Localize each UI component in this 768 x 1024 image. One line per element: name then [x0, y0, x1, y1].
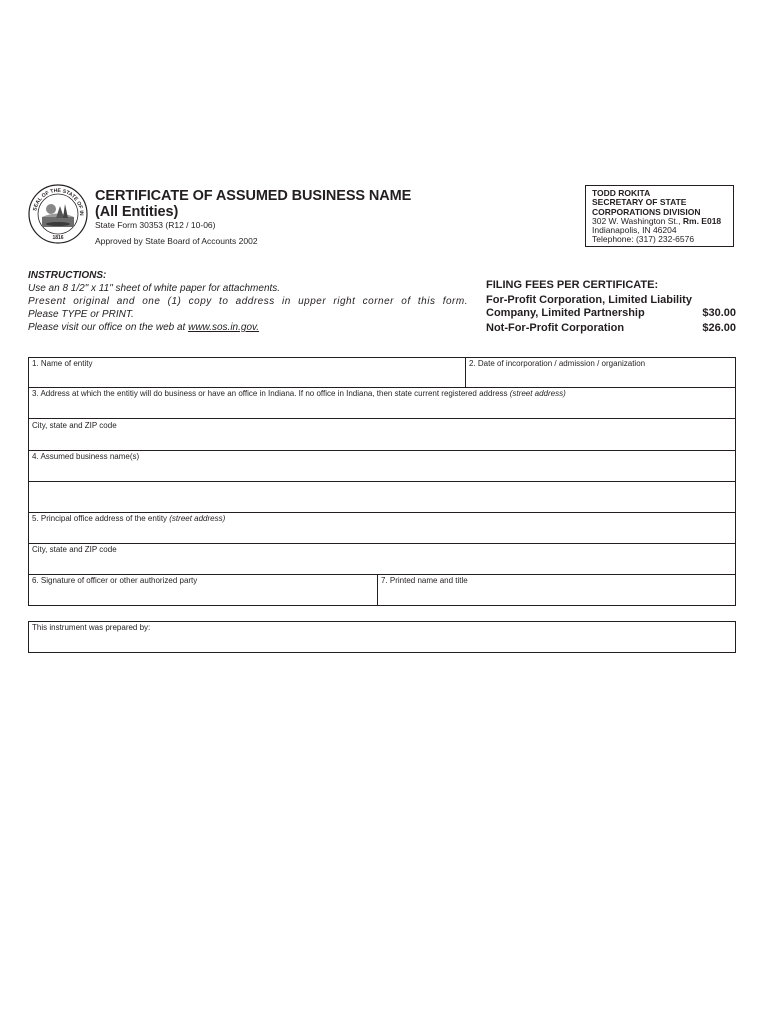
street-address: 302 W. Washington St.,	[592, 215, 681, 226]
form-number: State Form 30353 (R12 / 10-06)	[95, 220, 216, 230]
principal-city-label: City, state and ZIP code	[32, 545, 117, 554]
svg-text:1816: 1816	[52, 235, 64, 241]
room-number: Rm. E018	[682, 215, 722, 226]
incorporation-date-field[interactable]	[465, 357, 736, 388]
prepared-by-field[interactable]	[28, 621, 736, 653]
instructions	[28, 269, 468, 334]
fee-label-for-profit-2: Company, Limited Partnership	[486, 307, 645, 319]
title-line-1: CERTIFICATE OF ASSUMED BUSINESS NAME	[95, 188, 412, 204]
instructions-web-prefix: Please visit our office on the web at	[28, 322, 189, 333]
indiana-address-label: 3. Address at which the entitiy will do business or have an office in Indiana. If no office in Indiana, then state current registered address (street address)	[32, 389, 566, 398]
principal-address-field[interactable]	[28, 512, 736, 544]
signature-field[interactable]	[28, 574, 378, 606]
fee-amount-not-for-profit: $26.00	[702, 322, 736, 334]
signature-label: 6. Signature of officer or other authorized party	[32, 576, 198, 585]
official-name: TODD ROKITA	[592, 188, 651, 198]
instructions-line-1: Use an 8 1/2" x 11" sheet of white paper for attachments.	[28, 283, 281, 294]
instructions-line-2: Present original and one (1) copy to address in upper right corner of this form.	[28, 296, 468, 307]
secretary-address-box	[585, 185, 734, 247]
state-seal-icon	[28, 184, 88, 244]
principal-address-label: 5. Principal office address of the entity (street address)	[32, 514, 226, 523]
entity-name-label: 1. Name of entity	[32, 359, 93, 368]
sos-website-link[interactable]: www.sos.in.gov.	[188, 322, 260, 333]
instructions-line-3: Please TYPE or PRINT.	[28, 309, 134, 320]
indiana-address-field[interactable]	[28, 387, 736, 419]
incorporation-date-label: 2. Date of incorporation / admission / organization	[469, 359, 646, 368]
fee-amount-for-profit: $30.00	[702, 307, 736, 319]
fee-row-for-profit	[486, 294, 736, 320]
printed-name-label: 7. Printed name and title	[381, 576, 468, 585]
form-title	[95, 188, 411, 220]
assumed-name-field[interactable]	[28, 450, 736, 482]
fee-label-not-for-profit: Not-For-Profit Corporation	[486, 322, 625, 334]
prepared-by-label: This instrument was prepared by:	[32, 623, 151, 632]
instructions-line-4	[28, 321, 468, 334]
indiana-city-label: City, state and ZIP code	[32, 421, 117, 430]
printed-name-field[interactable]	[377, 574, 736, 606]
filing-fees	[486, 279, 736, 335]
city-address: Indianapolis, IN 46204	[592, 225, 677, 236]
approval-note: Approved by State Board of Accounts 2002	[95, 236, 258, 246]
assumed-name-field-2[interactable]	[28, 481, 736, 513]
svg-text:SEAL OF THE STATE OF INDIANA: SEAL OF THE STATE OF IN	[32, 187, 85, 216]
entity-name-field[interactable]	[28, 357, 466, 388]
fee-label-for-profit-1: For-Profit Corporation, Limited Liability	[486, 294, 692, 306]
fee-row-not-for-profit	[486, 322, 736, 335]
instructions-heading: INSTRUCTIONS:	[28, 270, 107, 281]
assumed-name-label: 4. Assumed business name(s)	[32, 452, 140, 461]
fees-heading: FILING FEES PER CERTIFICATE:	[486, 279, 659, 291]
indiana-city-field[interactable]	[28, 418, 736, 451]
telephone: Telephone: (317) 232-6576	[592, 234, 695, 245]
principal-city-field[interactable]	[28, 543, 736, 575]
official-office: SECRETARY OF STATE	[592, 197, 687, 208]
title-line-2: (All Entities)	[95, 204, 179, 220]
official-division: CORPORATIONS DIVISION	[592, 206, 701, 217]
